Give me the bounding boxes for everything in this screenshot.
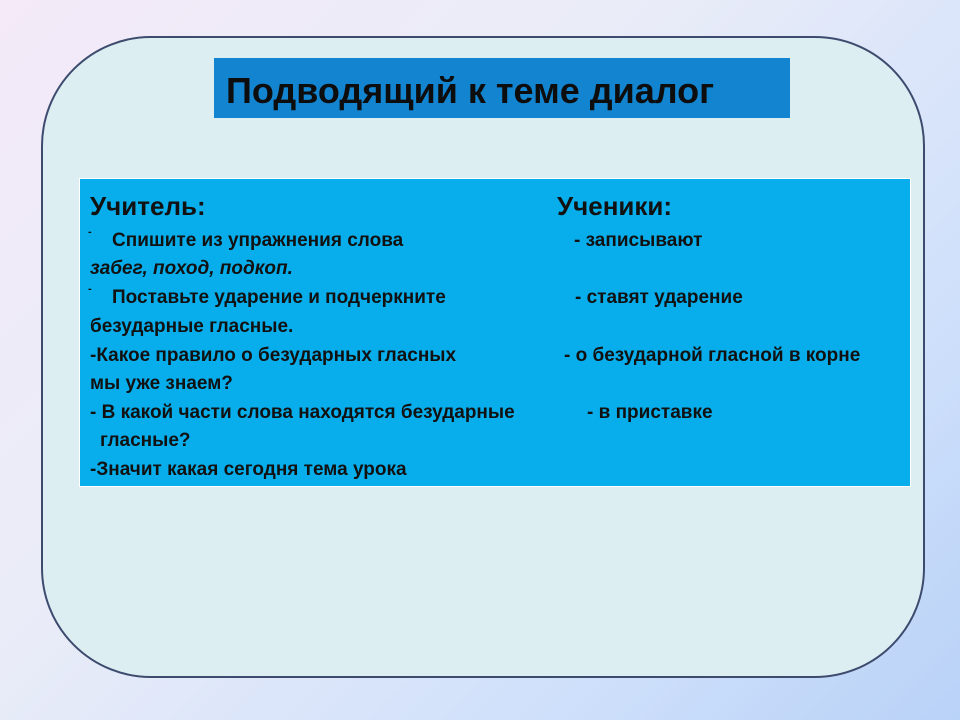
teacher-line: -Значит какая сегодня тема урока bbox=[90, 459, 407, 480]
teacher-line: гласные? bbox=[100, 430, 191, 451]
bullet-mark: - bbox=[88, 226, 92, 238]
teacher-line: безударные гласные. bbox=[90, 316, 294, 337]
teacher-line: забег, поход, подкоп. bbox=[90, 258, 293, 279]
teacher-line: Поставьте ударение и подчеркните bbox=[112, 287, 446, 308]
teacher-header: Учитель: bbox=[90, 191, 206, 221]
student-line: - ставят ударение bbox=[575, 287, 743, 308]
dialog-table bbox=[79, 178, 911, 487]
students-header: Ученики: bbox=[557, 191, 673, 221]
teacher-line: - В какой части слова находятся безударные bbox=[90, 402, 515, 423]
teacher-line: -Какое правило о безударных гласных bbox=[90, 345, 457, 366]
title-box bbox=[214, 58, 790, 118]
bullet-mark: - bbox=[88, 283, 92, 295]
student-line: - в приставке bbox=[587, 402, 713, 423]
teacher-line: мы уже знаем? bbox=[90, 373, 233, 394]
student-line: - записывают bbox=[574, 230, 703, 251]
slide-title: Подводящий к теме диалог bbox=[226, 70, 715, 111]
teacher-line: Спишите из упражнения слова bbox=[112, 230, 404, 251]
student-line: - о безударной гласной в корне bbox=[564, 345, 861, 366]
